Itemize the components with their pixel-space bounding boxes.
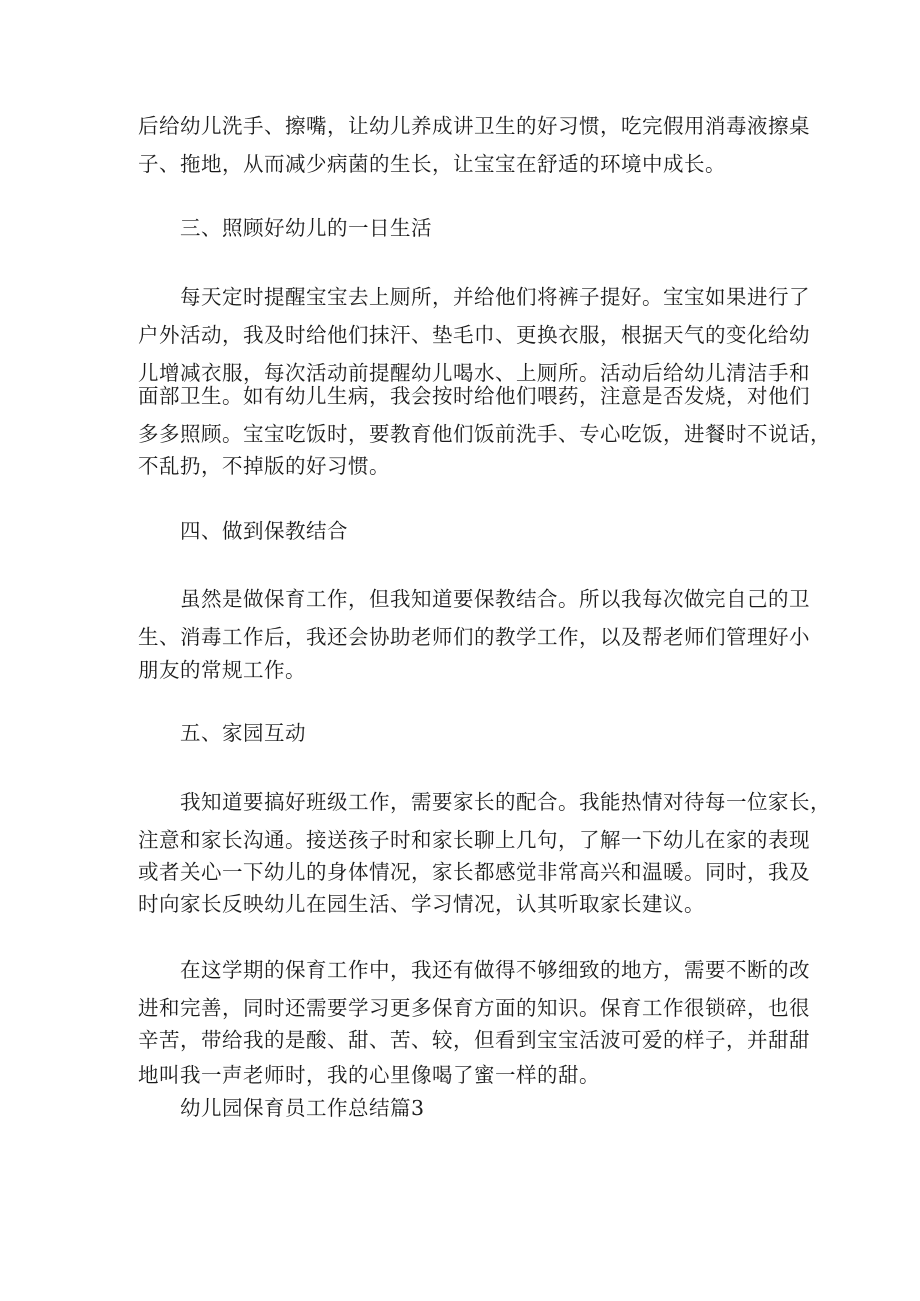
next-article-title: 幼儿园保育员工作总结篇3: [180, 1096, 425, 1120]
paragraph-2-line-2: 户外活动，我及时给他们抹汗、垫毛巾、更换衣服，根据天气的变化给幼: [138, 323, 810, 347]
paragraph-2-line-1: 每天定时提醒宝宝去上厕所，并给他们将裤子提好。宝宝如果进行了: [180, 285, 810, 309]
paragraph-4-line-4: 时向家长反映幼儿在园生活、学习情况，认其听取家长建议。: [138, 892, 705, 916]
paragraph-5-line-3: 辛苦，带给我的是酸、甜、苦、较，但看到宝宝活波可爱的样子，并甜甜: [138, 1028, 810, 1052]
section-heading-3: 三、照顾好幼儿的一日生活: [180, 216, 432, 240]
section-heading-5: 五、家园互动: [180, 721, 306, 745]
paragraph-4-line-1: 我知道要搞好班级工作，需要家长的配合。我能热情对待每一位家长，: [180, 790, 831, 814]
paragraph-4-line-3: 或者关心一下幼儿的身体情况，家长都感觉非常高兴和温暖。同时，我及: [138, 860, 810, 884]
paragraph-1-line-2: 子、拖地，从而减少病菌的生长，让宝宝在舒适的环境中成长。: [138, 152, 726, 176]
paragraph-2-line-3: 儿增减衣服，每次活动前提醒幼儿喝水、上厕所。活动后给幼儿清洁手和: [138, 361, 810, 385]
paragraph-2-line-6: 不乱扔，不掉版的好习惯。: [138, 454, 390, 478]
paragraph-3-line-3: 朋友的常规工作。: [138, 658, 306, 682]
paragraph-4-line-2: 注意和家长沟通。接送孩子时和家长聊上几句，了解一下幼儿在家的表现: [138, 828, 810, 852]
paragraph-3-line-2: 生、消毒工作后，我还会协助老师们的教学工作，以及帮老师们管理好小: [138, 625, 810, 649]
paragraph-1-line-1: 后给幼儿洗手、擦嘴，让幼儿养成讲卫生的好习惯，吃完假用消毒液擦桌: [138, 114, 810, 138]
paragraph-3-line-1: 虽然是做保育工作，但我知道要保教结合。所以我每次做完自己的卫: [180, 587, 810, 611]
paragraph-5-line-2: 进和完善，同时还需要学习更多保育方面的知识。保育工作很锁碎，也很: [138, 996, 810, 1020]
paragraph-5-line-4: 地叫我一声老师时，我的心里像喝了蜜一样的甜。: [138, 1063, 600, 1087]
paragraph-2-line-4: 面部卫生。如有幼儿生病，我会按时给他们喂药，注意是否发烧，对他们: [138, 384, 810, 408]
paragraph-2-line-5: 多多照顾。宝宝吃饭时，要教育他们饭前洗手、专心吃饭，进餐时不说话，: [138, 422, 831, 446]
paragraph-5-line-1: 在这学期的保育工作中，我还有做得不够细致的地方，需要不断的改: [180, 958, 810, 982]
section-heading-4: 四、做到保教结合: [180, 519, 348, 543]
